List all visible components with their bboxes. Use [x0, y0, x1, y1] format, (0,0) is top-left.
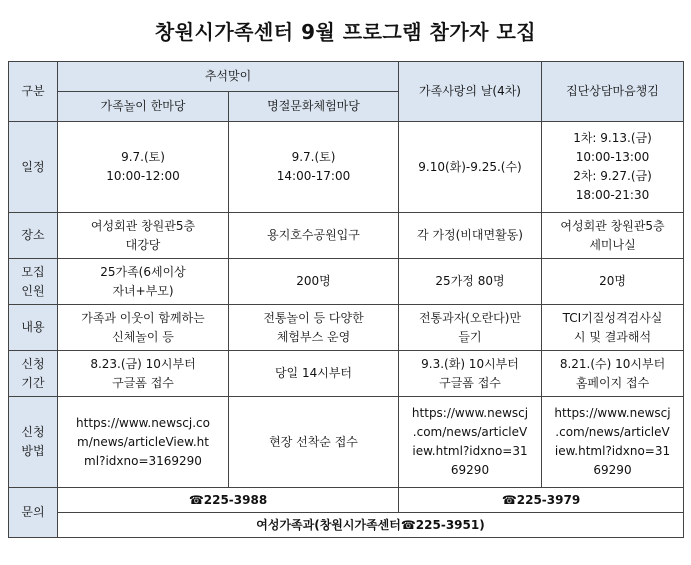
page-title: 창원시가족센터 9월 프로그램 참가자 모집 — [154, 20, 537, 44]
cell-line: 용지호수공원입구 — [267, 228, 360, 242]
cell-schedule-c2 — [229, 122, 399, 213]
row-label-schedule: 일정 — [9, 122, 58, 213]
cell-line: 인원 — [21, 283, 45, 298]
cell-line: 대강당 — [125, 237, 161, 252]
schedule-table — [8, 61, 684, 538]
cell-line: 전통놀이 등 다양한 — [263, 310, 364, 325]
cell-line: 당일 14시부터 — [274, 366, 353, 380]
cell-line: 1차: 9.13.(금) — [573, 131, 652, 145]
row-period — [9, 351, 684, 397]
cell-period-c4 — [542, 351, 684, 397]
cell-line: TCI기질성격검사실 — [562, 310, 663, 325]
cell-line: 69290 — [593, 463, 632, 477]
cell-period-c1 — [58, 351, 229, 397]
cell-line: 8.21.(수) 10시부터 — [559, 356, 666, 371]
cell-line: 8.23.(금) 10시부터 — [90, 356, 196, 371]
cell-line: 69290 — [450, 463, 490, 477]
header-category: 구분 — [9, 62, 58, 122]
row-label-method — [9, 397, 58, 488]
cell-line: 9.3.(화) 10시부터 — [421, 356, 519, 371]
cell-line: 각 가정(비대면활동) — [417, 228, 523, 242]
cell-line: .com/news/articleV — [412, 425, 528, 439]
cell-line: https://www.newscj.co — [76, 415, 210, 430]
cell-line: 가족과 이웃이 함께하는 — [81, 310, 205, 325]
cell-line: ml?idxno=3169290 — [84, 453, 202, 468]
cell-line: 체험부스 운영 — [276, 329, 351, 344]
cell-line: 18:00-21:30 — [575, 188, 650, 202]
cell-line: 25가족(6세이상 — [100, 264, 186, 279]
cell-line: .com/news/articleV — [555, 425, 670, 439]
header-family-love-day: 가족사랑의 날(4차) — [399, 62, 542, 122]
cell-line: 전통과자(오란다)만 — [418, 310, 522, 325]
cell-line: 홈페이지 접수 — [575, 375, 650, 390]
cell-schedule-c1 — [58, 122, 229, 213]
row-label-place: 장소 — [9, 213, 58, 259]
row-schedule — [9, 122, 684, 213]
cell-line: 여성회관 창원관5층 — [560, 218, 665, 233]
cell-line: 자녀+부모) — [112, 283, 174, 298]
cell-line: 시 및 결과해석 — [573, 329, 652, 344]
row-place — [9, 213, 684, 259]
cell-method-c2 — [229, 397, 399, 488]
cell-line: 신청 — [21, 425, 45, 439]
cell-line: 10:00-12:00 — [106, 169, 180, 183]
cell-line: 현장 선착순 접수 — [269, 434, 358, 449]
header-chuseok-group: 추석맞이 — [58, 62, 399, 92]
cell-schedule-c3 — [399, 122, 542, 213]
cell-recruit-c1 — [58, 259, 229, 305]
row-content — [9, 305, 684, 351]
cell-content-c2 — [229, 305, 399, 351]
header-group-counseling: 집단상담마음챙김 — [542, 62, 684, 122]
row-inquiry-footer — [9, 513, 684, 538]
cell-line: 구글폼 접수 — [112, 375, 174, 390]
cell-period-c2 — [229, 351, 399, 397]
header-row-1 — [9, 62, 684, 92]
cell-line: 기간 — [21, 375, 45, 390]
cell-place-c4 — [542, 213, 684, 259]
cell-recruit-c2 — [229, 259, 399, 305]
row-method — [9, 397, 684, 488]
cell-line: 20명 — [599, 274, 626, 288]
cell-line: iew.html?idxno=31 — [412, 444, 528, 458]
row-label-inquiry: 문의 — [9, 488, 58, 538]
cell-line: 신청 — [21, 356, 45, 371]
cell-method-c1-link[interactable] — [58, 397, 229, 488]
row-recruit — [9, 259, 684, 305]
cell-line: 방법 — [21, 444, 45, 458]
cell-line: 9.7.(토) — [121, 150, 165, 164]
cell-line: m/news/articleView.ht — [77, 434, 209, 449]
cell-content-c3 — [399, 305, 542, 351]
cell-line: 여성회관 창원관5층 — [90, 218, 196, 233]
inquiry-footer: 여성가족과(창원시가족센터☎225-3951) — [58, 513, 684, 538]
inquiry-phone-right: ☎225-3979 — [399, 488, 684, 513]
cell-line: 모집 — [21, 264, 45, 279]
header-holiday-culture: 명절문화체험마당 — [229, 92, 399, 122]
cell-recruit-c4 — [542, 259, 684, 305]
cell-schedule-c4 — [542, 122, 684, 213]
cell-line: 14:00-17:00 — [276, 169, 351, 183]
cell-line: 구글폼 접수 — [439, 375, 501, 390]
cell-line: 2차: 9.27.(금) — [573, 169, 652, 183]
cell-line: https://www.newscj — [554, 406, 671, 420]
row-inquiry-phones — [9, 488, 684, 513]
cell-method-c4-link[interactable] — [542, 397, 684, 488]
row-label-content: 내용 — [9, 305, 58, 351]
inquiry-phone-left: ☎225-3988 — [58, 488, 399, 513]
cell-line: 9.10(화)-9.25.(수) — [418, 159, 522, 174]
cell-line: 200명 — [296, 274, 331, 288]
cell-line: https://www.newscj — [411, 406, 529, 420]
row-label-recruit — [9, 259, 58, 305]
cell-line: iew.html?idxno=31 — [554, 444, 671, 458]
cell-content-c1 — [58, 305, 229, 351]
cell-line: 25가정 80명 — [435, 274, 505, 288]
cell-place-c2 — [229, 213, 399, 259]
cell-line: 10:00-13:00 — [575, 150, 650, 164]
cell-method-c3-link[interactable] — [399, 397, 542, 488]
cell-period-c3 — [399, 351, 542, 397]
cell-line: 들기 — [458, 329, 482, 344]
cell-content-c4 — [542, 305, 684, 351]
cell-recruit-c3 — [399, 259, 542, 305]
cell-line: 신체놀이 등 — [112, 329, 174, 344]
cell-place-c1 — [58, 213, 229, 259]
cell-line: 9.7.(토) — [291, 150, 336, 164]
cell-place-c3 — [399, 213, 542, 259]
row-label-period — [9, 351, 58, 397]
header-family-play: 가족놀이 한마당 — [58, 92, 229, 122]
cell-line: 세미나실 — [589, 237, 636, 252]
